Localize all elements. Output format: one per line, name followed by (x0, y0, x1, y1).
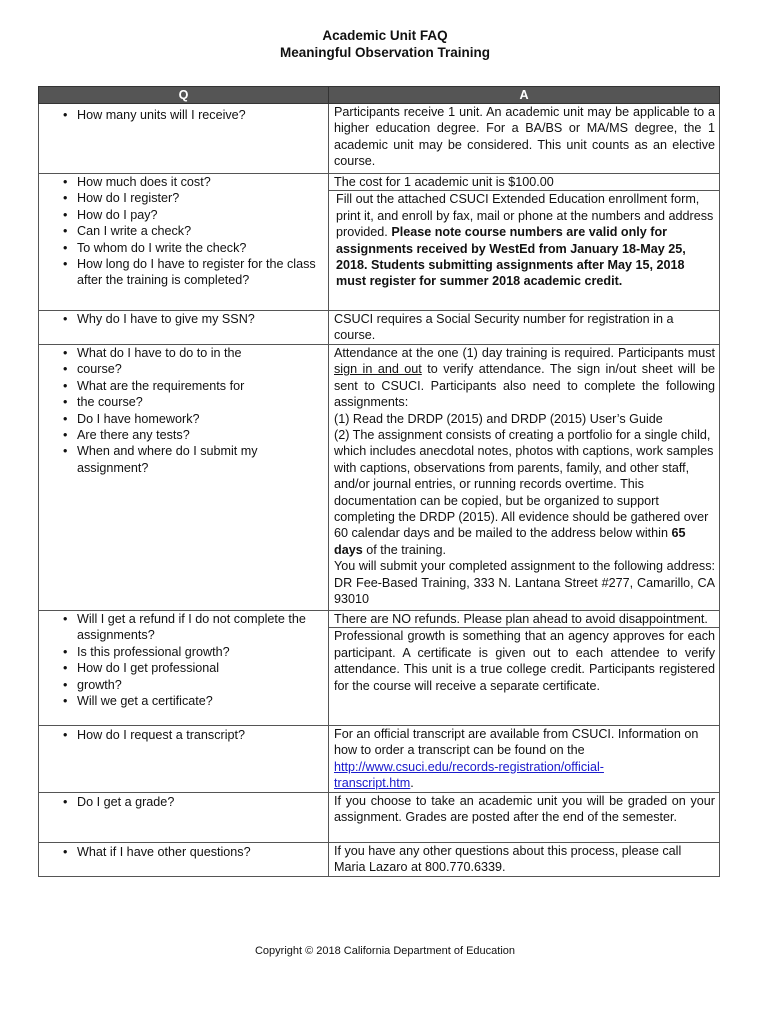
answer-register-note: Please note course numbers are valid only for assignments received by WestEd from January 18-May 25, 2018. Students submitting assignments after May 15, 2018 must register for summer 2018 academic credit. (336, 225, 686, 289)
faq-table (38, 86, 720, 877)
header-q: Q (39, 87, 329, 104)
answer-register-text: Fill out the attached CSUCI Extended Education enrollment form, print it, and enroll by fax, mail or phone at the numbers and address provided. (336, 192, 714, 240)
answer-cell (329, 311, 720, 345)
question-item: • Will we get a certificate? (77, 693, 328, 709)
question-item: • To whom do I write the check? (77, 240, 328, 256)
question-item: • Are there any tests? (77, 427, 328, 443)
table-row (39, 793, 720, 843)
sign-in-out-text: sign in and out (334, 362, 422, 377)
transcript-link-part1[interactable]: http://www.csuci.edu/records-registration/official- (334, 759, 604, 774)
question-cell (39, 104, 329, 174)
table-row (39, 174, 720, 311)
document-header (0, 27, 770, 61)
question-item: • How long do I have to register for the class after the training is completed? (77, 256, 328, 289)
answer-cell (329, 345, 720, 611)
question-cell (39, 726, 329, 793)
copyright-footer: Copyright © 2018 California Department of Education (254, 945, 516, 957)
answer-attendance-text-end: to verify attendance. The sign in/out sheet will be sent to CSUCI. Participants also need to complete the following assignments: (334, 362, 716, 410)
answer-portfolio-end: of the training. (366, 542, 447, 557)
question-cell (39, 311, 329, 345)
document-subtitle: Meaningful Observation Training (279, 45, 491, 60)
answer-portfolio-text: (2) The assignment consists of creating a portfolio for a single child, which includes anecdotal notes, photos with captions, work samples with captions, observations from parents, family, and other staff, and/or journal entries, or running records overtime. This documentation can be copied, but be organized to support completing the DRDP (2015). All evidence should be gathered over 60 calendar days and be mailed to the address below within (334, 428, 714, 541)
answer-transcript-end: . (410, 776, 414, 791)
question-item: • How much does it cost? (77, 174, 328, 190)
answer-cell (329, 793, 720, 843)
answer-cell (329, 843, 720, 877)
question-item: • What are the requirements for (77, 378, 328, 394)
question-item: • Can I write a check? (77, 223, 328, 239)
table-row (39, 726, 720, 793)
answer-submit-address: You will submit your completed assignment to the following address: DR Fee-Based Training, 333 N. Lantana Street #277, Camarillo, CA 93010 (334, 559, 715, 607)
question-item: • What do I have to do to in the (77, 345, 328, 361)
table-row (39, 104, 720, 174)
question-item: • How many units will I receive? (77, 107, 328, 123)
answer-attendance (334, 345, 715, 411)
answer-read-drdp: (1) Read the DRDP (2015) and DRDP (2015) User’s Guide (334, 411, 663, 426)
answer-text: Participants receive 1 unit. An academic unit may be applicable to a higher education degree. For a BA/BS or MA/MS degree, the 1 academic unit may be considered. This unit counts as an elective course. (334, 105, 715, 169)
question-item: • How do I get professional (77, 660, 328, 676)
question-item: • When and where do I submit my assignment? (77, 443, 328, 476)
question-item: • course? (77, 361, 328, 377)
question-item: • What if I have other questions? (77, 844, 328, 860)
table-header-row (39, 87, 720, 104)
answer-cell (329, 611, 720, 726)
deadline-days: 65 days (334, 526, 686, 557)
question-item: • Will I get a refund if I do not complete the assignments? (77, 611, 328, 644)
question-cell (39, 793, 329, 843)
question-item: • the course? (77, 394, 328, 410)
question-item: • How do I pay? (77, 207, 328, 223)
question-item: • growth? (77, 677, 328, 693)
question-item: • How do I register? (77, 190, 328, 206)
answer-cost: The cost for 1 academic unit is $100.00 (329, 174, 719, 191)
answer-transcript (334, 726, 715, 792)
transcript-link[interactable] (334, 760, 604, 790)
answer-text: If you have any other questions about this process, please call Maria Lazaro at 800.770.6339. (334, 844, 682, 875)
answer-transcript-text: For an official transcript are available from CSUCI. Information on how to order a transcript can be found on the (334, 727, 699, 758)
answer-growth: Professional growth is something that an agency approves for each participant. A certificate is given out to each attendee to verify attendance. This unit is a true college credit. Participants registered for the course will receive a separate certificate. (334, 629, 715, 693)
document-title: Academic Unit FAQ (322, 28, 448, 43)
question-item: • Why do I have to give my SSN? (77, 311, 328, 327)
transcript-link-part2[interactable]: transcript.htm (334, 776, 411, 791)
table-row (39, 843, 720, 877)
question-item: • How do I request a transcript? (77, 727, 328, 743)
question-cell (39, 843, 329, 877)
answer-register (334, 191, 715, 289)
answer-refund: There are NO refunds. Please plan ahead to avoid disappointment. (329, 611, 719, 628)
question-cell (39, 174, 329, 311)
question-item: • Is this professional growth? (77, 644, 328, 660)
table-row (39, 611, 720, 726)
table-row (39, 345, 720, 611)
question-item: • Do I get a grade? (77, 794, 328, 810)
header-a: A (329, 87, 720, 104)
answer-text: CSUCI requires a Social Security number for registration in a course. (334, 312, 674, 343)
answer-cell (329, 726, 720, 793)
answer-attendance-text: Attendance at the one (1) day training is required. Participants must (334, 346, 715, 360)
question-cell (39, 611, 329, 726)
question-cell (39, 345, 329, 611)
answer-cell (329, 104, 720, 174)
answer-cell (329, 174, 720, 311)
table-row (39, 311, 720, 345)
question-item: • Do I have homework? (77, 411, 328, 427)
answer-text: If you choose to take an academic unit you will be graded on your assignment. Grades are posted after the end of the semester. (334, 794, 715, 825)
answer-portfolio (334, 427, 715, 558)
